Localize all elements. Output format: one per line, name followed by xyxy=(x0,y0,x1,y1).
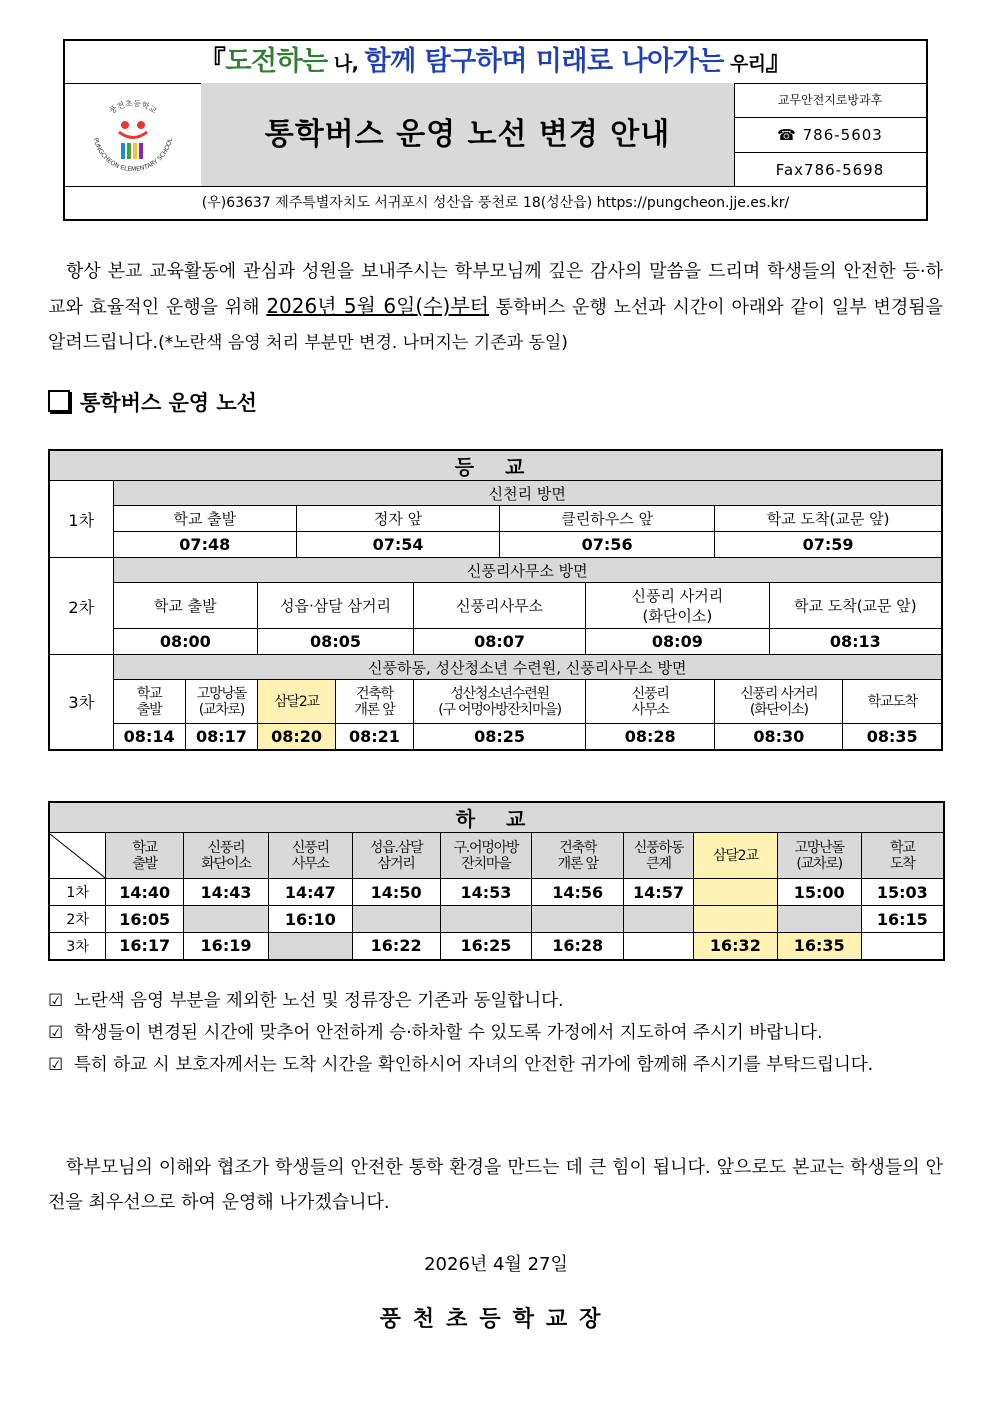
stop-time: 07:48 xyxy=(113,532,297,558)
diagonal-header-cell xyxy=(49,833,106,879)
note-item: ☑ 노란색 음영 부분을 제외한 노선 및 정류장은 기존과 동일합니다. xyxy=(48,985,943,1017)
run-label: 3차 xyxy=(49,933,106,960)
stop-time: 14:47 xyxy=(268,879,352,906)
stop-time-changed: 16:32 xyxy=(693,933,777,960)
stop-time: 08:14 xyxy=(113,724,185,750)
stop-name: 신풍리 화단이소 xyxy=(184,833,269,879)
stop-time: 16:22 xyxy=(352,933,440,960)
intro-note: (*노란색 음영 처리 부분만 변경. 나머지는 기존과 동일) xyxy=(158,333,568,353)
stop-name: 건축학 개론 앞 xyxy=(336,680,414,724)
afternoon-table-title: 하 교 xyxy=(49,802,944,833)
contact-info xyxy=(734,83,926,186)
stop-name: 신풍하동 큰계 xyxy=(624,833,694,879)
stop-time-empty xyxy=(440,906,532,933)
stop-time-changed xyxy=(693,906,777,933)
stop-name: 신풍리 사거리 (화단이소) xyxy=(586,583,769,629)
stop-time: 07:59 xyxy=(715,532,942,558)
stop-time-changed: 08:20 xyxy=(258,724,336,750)
stop-name: 학교 도착(교문 앞) xyxy=(715,506,942,532)
school-logo xyxy=(65,83,202,186)
morning-table-title: 등 교 xyxy=(49,450,942,481)
stop-time: 08:25 xyxy=(413,724,585,750)
run-label: 1차 xyxy=(49,879,106,906)
stop-name: 학교도착 xyxy=(843,680,942,724)
stop-name: 성산청소년수련원 (구 어멍아방잔치마을) xyxy=(413,680,585,724)
run-label: 3차 xyxy=(49,655,113,750)
phone-number: ☎ 786-5603 xyxy=(734,118,926,153)
stop-time-empty xyxy=(532,906,624,933)
stop-time-empty xyxy=(352,906,440,933)
stop-name: 학교 출발 xyxy=(113,583,258,629)
stop-time: 14:43 xyxy=(184,879,269,906)
stop-name: 신풍리 사무소 xyxy=(586,680,715,724)
stop-time-changed xyxy=(693,879,777,906)
stop-time: 08:05 xyxy=(258,629,414,655)
notes-list xyxy=(48,985,943,1081)
stop-time: 16:15 xyxy=(861,906,944,933)
stop-time: 08:30 xyxy=(715,724,843,750)
stop-name: 클린하우스 앞 xyxy=(500,506,715,532)
stop-time: 08:09 xyxy=(586,629,769,655)
stop-name: 학교 출발 xyxy=(113,506,297,532)
stop-name: 건축학 개론 앞 xyxy=(532,833,624,879)
afternoon-schedule-table xyxy=(48,801,945,961)
stop-name-changed: 삼달2교 xyxy=(258,680,336,724)
route-name: 신풍하동, 성산청소년 수련원, 신풍리사무소 방면 xyxy=(113,655,942,680)
school-address: (우)63637 제주특별자치도 서귀포시 성산읍 풍천로 18(성산읍) https://pungcheon.jje.es.kr/ xyxy=(65,186,926,220)
run-label: 2차 xyxy=(49,906,106,933)
stop-time: 08:17 xyxy=(185,724,257,750)
stop-time: 14:56 xyxy=(532,879,624,906)
stop-time: 08:35 xyxy=(843,724,942,750)
stop-time: 16:05 xyxy=(106,906,184,933)
route-name: 신천리 방면 xyxy=(113,481,942,506)
morning-schedule-table xyxy=(48,449,943,751)
department: 교무안전지로방과후 xyxy=(734,83,926,118)
stop-name: 성읍·삼달 삼거리 xyxy=(258,583,414,629)
stop-name: 학교 도착(교문 앞) xyxy=(769,583,942,629)
stop-name-changed: 삼달2교 xyxy=(693,833,777,879)
run-label: 1차 xyxy=(49,481,113,558)
stop-time-empty xyxy=(624,906,694,933)
intro-paragraph: 항상 본교 교육활동에 관심과 성원을 보내주시는 학부모님께 깊은 감사의 말씀을 드리며 학생들의 안전한 등·하교와 효율적인 운행을 위해 2026년 5월 6일(수)부터 통학버스 운행 노선과 시간이 아래와 같이 일부 변경됨을 알려드립니다.(*노란색 음영 처리 부분만 변경. 나머지는 기존과 동일) xyxy=(48,261,943,353)
stop-time: 14:53 xyxy=(440,879,532,906)
section-title: 통학버스 운영 노선 xyxy=(48,388,257,418)
stop-time: 14:57 xyxy=(624,879,694,906)
stop-name: 신풍리사무소 xyxy=(413,583,585,629)
fax-number: Fax786-5698 xyxy=(775,161,885,179)
stop-time: 16:25 xyxy=(440,933,532,960)
closing-paragraph: 학부모님의 이해와 협조가 학생들의 안전한 통학 환경을 만드는 데 큰 힘이 됩니다. 앞으로도 본교는 학생들의 안전을 최우선으로 하여 운영해 나가겠습니다. xyxy=(48,1157,943,1213)
stop-time-changed: 16:35 xyxy=(777,933,861,960)
stop-name: 학교 출발 xyxy=(106,833,184,879)
checkbox-checked-icon: ☑ xyxy=(48,1023,64,1043)
stop-time: 16:10 xyxy=(268,906,352,933)
stop-time: 07:56 xyxy=(500,532,715,558)
page-title: 통학버스 운영 노선 변경 안내 xyxy=(201,83,735,186)
stop-time: 16:19 xyxy=(184,933,269,960)
stop-name: 신풍리 사거리 (화단이소) xyxy=(715,680,843,724)
stop-time xyxy=(624,933,694,960)
letterhead xyxy=(63,39,928,221)
run-label: 2차 xyxy=(49,558,113,655)
note-item: ☑ 학생들이 변경된 시간에 맞추어 안전하게 승·하차할 수 있도록 가정에서 지도하여 주시기 바랍니다. xyxy=(48,1017,943,1049)
stop-time-empty xyxy=(268,933,352,960)
stop-name: 학교 도착 xyxy=(861,833,944,879)
stop-time-empty xyxy=(777,906,861,933)
document-date: 2026년 4월 27일 xyxy=(424,1254,568,1275)
stop-time: 15:03 xyxy=(861,879,944,906)
stop-time: 08:21 xyxy=(336,724,414,750)
stop-name: 정자 앞 xyxy=(297,506,500,532)
effective-date: 2026년 5월 6일(수)부터 xyxy=(266,294,489,318)
stop-name: 신풍리 사무소 xyxy=(268,833,352,879)
checkbox-checked-icon: ☑ xyxy=(48,991,64,1011)
logo-korean-text: 풍천초등학교 xyxy=(107,98,159,116)
stop-time: 08:07 xyxy=(413,629,585,655)
stop-time xyxy=(861,933,944,960)
stop-time: 14:50 xyxy=(352,879,440,906)
route-name: 신풍리사무소 방면 xyxy=(113,558,942,583)
school-slogan: 『도전하는 나, 함께 탐구하며 미래로 나아가는 우리』 xyxy=(65,41,926,84)
note-item: ☑ 특히 하교 시 보호자께서는 도착 시간을 확인하시어 자녀의 안전한 귀가에 함께해 주시기를 부탁드립니다. xyxy=(48,1049,943,1081)
stop-time: 16:28 xyxy=(532,933,624,960)
logo-english-text: PUNGCHEON ELEMENTARY SCHOOL xyxy=(91,137,175,174)
signature: 풍천초등학교장 xyxy=(379,1307,613,1332)
stop-time: 08:13 xyxy=(769,629,942,655)
stop-name: 구.어멍아방 잔치마을 xyxy=(440,833,532,879)
stop-time: 14:40 xyxy=(106,879,184,906)
stop-name: 고망낭돌 (교차로) xyxy=(185,680,257,724)
stop-name: 성읍.삼달 삼거리 xyxy=(352,833,440,879)
stop-name: 학교 출발 xyxy=(113,680,185,724)
checkbox-checked-icon: ☑ xyxy=(48,1055,64,1075)
stop-time: 08:00 xyxy=(113,629,258,655)
stop-time: 16:17 xyxy=(106,933,184,960)
stop-time-empty xyxy=(184,906,269,933)
stop-time: 15:00 xyxy=(777,879,861,906)
stop-time: 08:28 xyxy=(586,724,715,750)
stop-time: 07:54 xyxy=(297,532,500,558)
checkbox-square-icon xyxy=(48,390,70,412)
stop-name: 고망난돌 (교차로) xyxy=(777,833,861,879)
